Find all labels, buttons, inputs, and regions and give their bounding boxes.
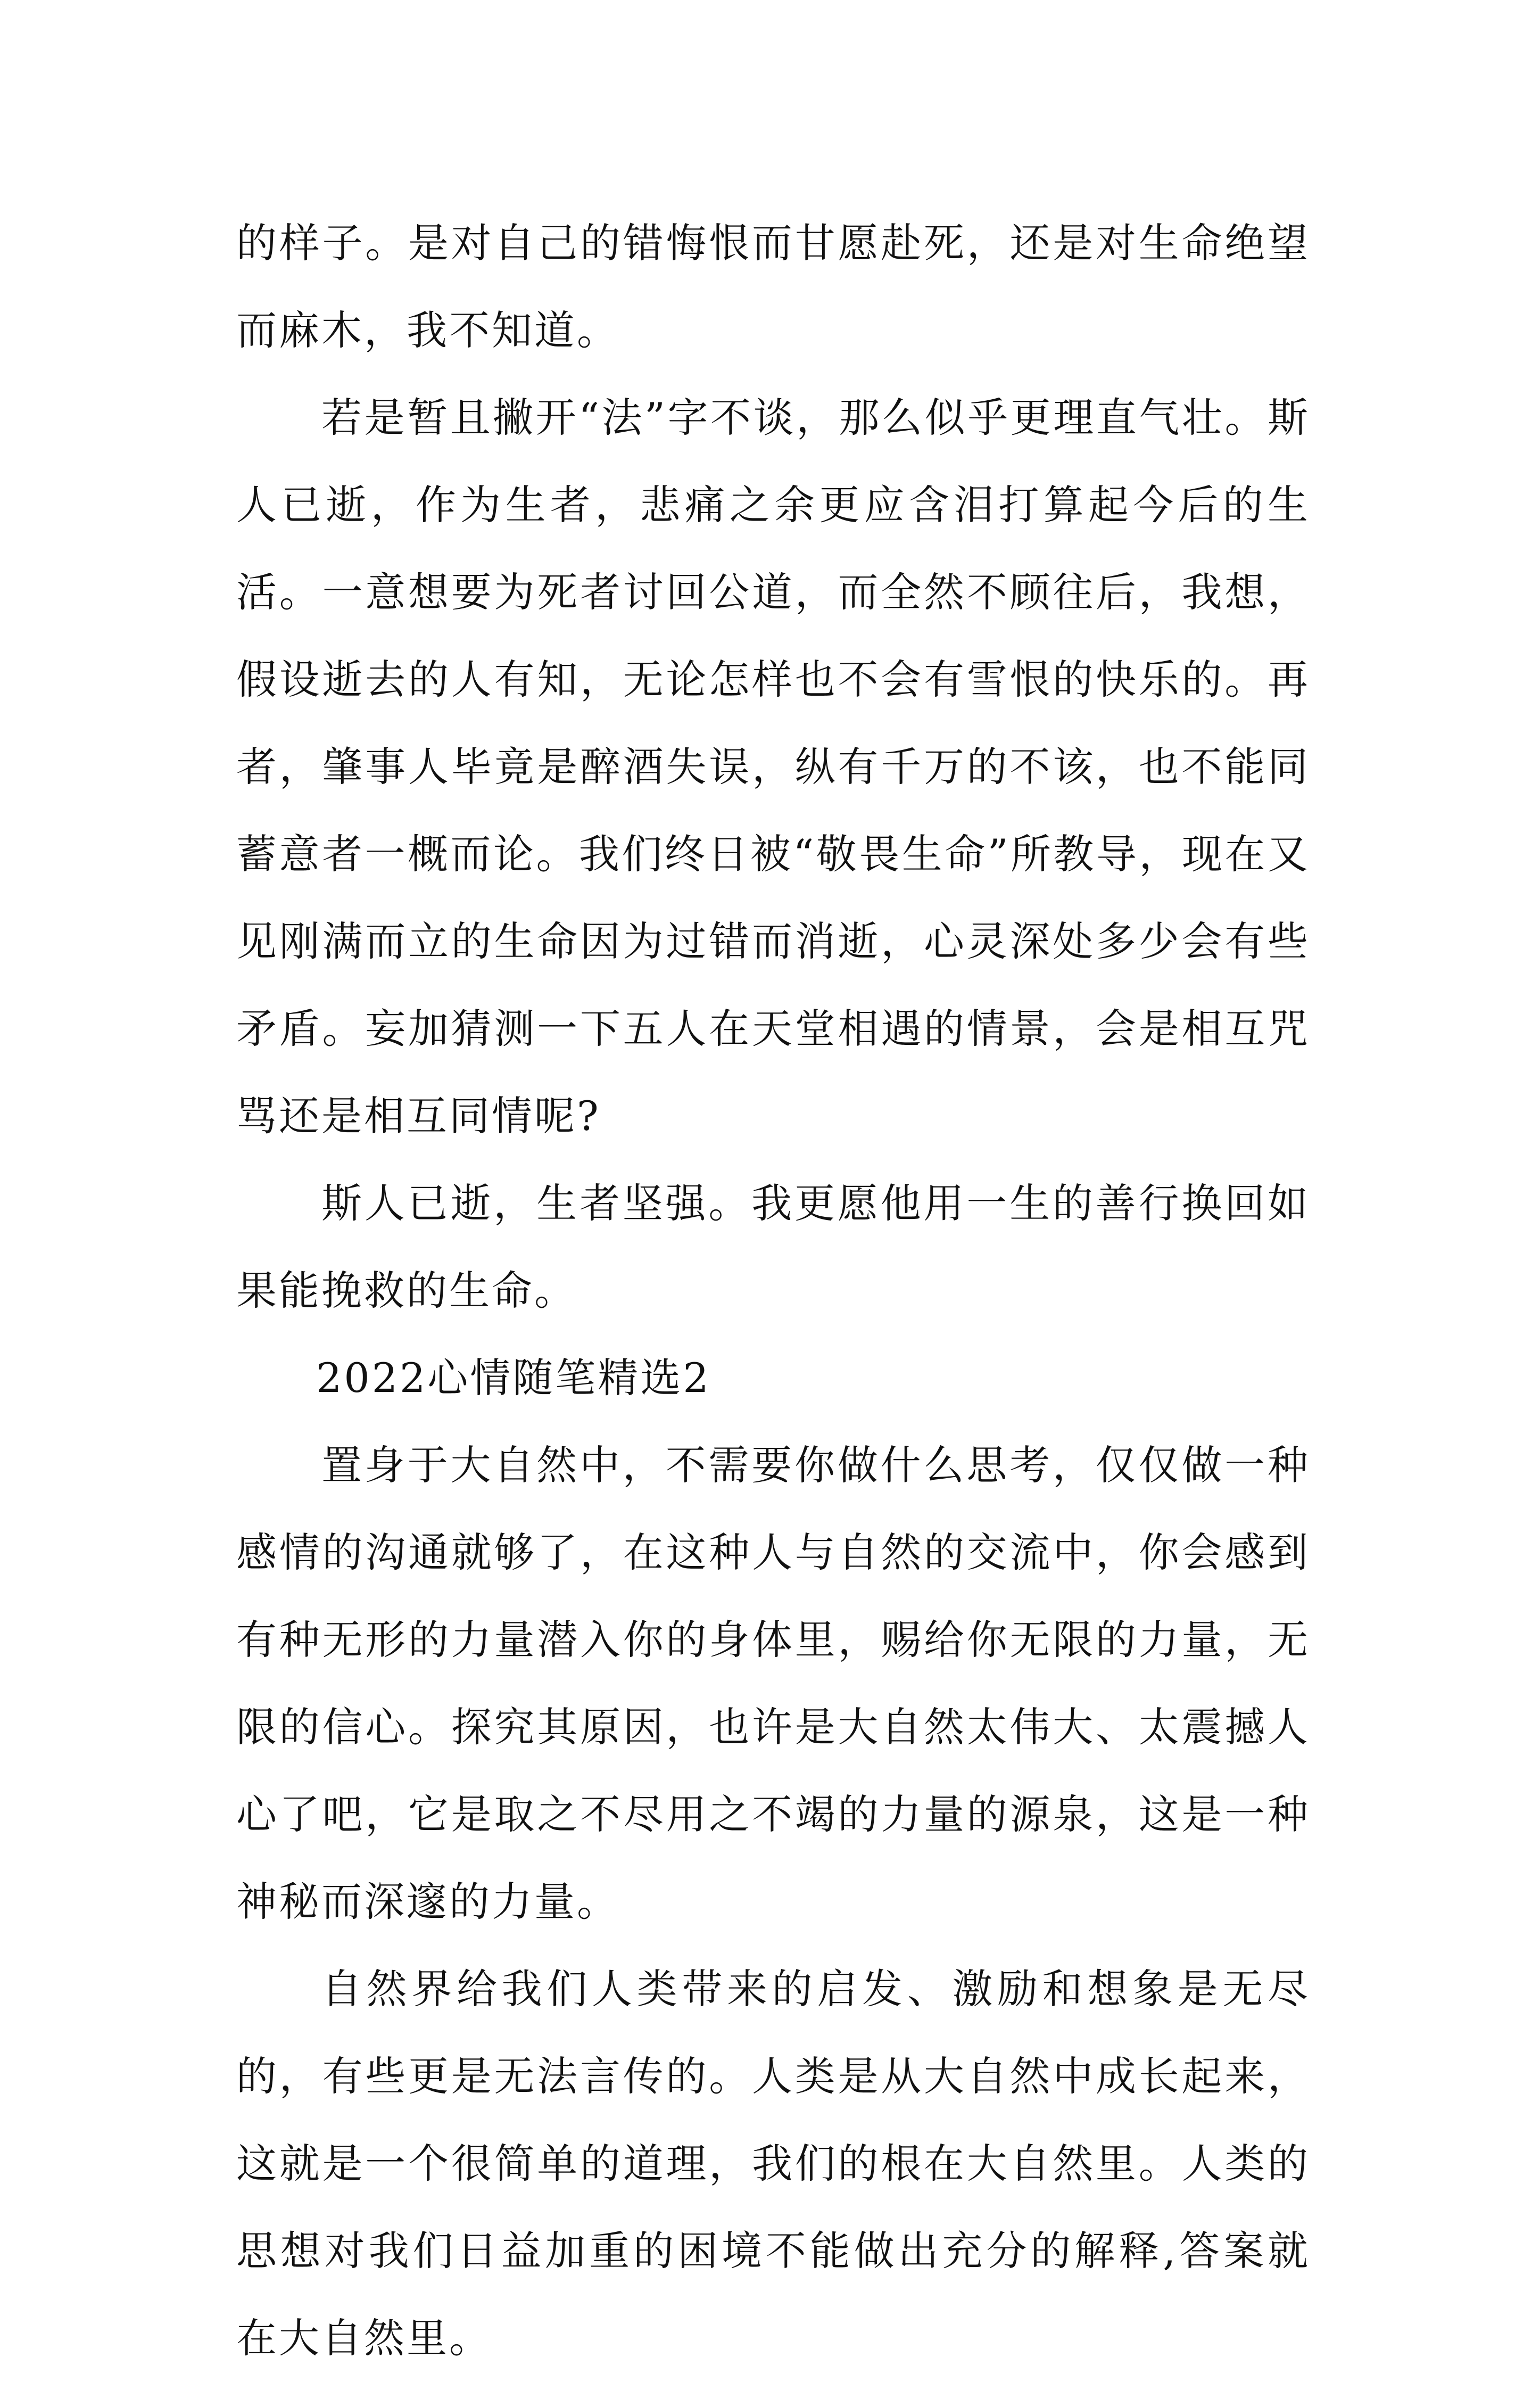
paragraph-5: 自然界给我们人类带来的启发、激励和想象是无尽的，有些更是无法言传的。人类是从大自然中成长起来，这就是一个很简单的道理，我们的根在大自然里。人类的思想对我们日益加重的困境不能做出充分的解释,答案就在大自然里。 — [236, 1965, 1310, 2362]
section-heading: 2022心情随笔精选2 — [316, 1354, 711, 1402]
document-body — [236, 200, 1310, 2382]
paragraph-3: 斯人已逝，生者坚强。我更愿他用一生的善行换回如果能挽救的生命。 — [236, 1180, 1310, 1314]
paragraph-2: 若是暂且撇开“法”字不谈，那么似乎更理直气壮。斯人已逝，作为生者，悲痛之余更应含泪打算起今后的生活。一意想要为死者讨回公道，而全然不顾往后，我想，假设逝去的人有知，无论怎样也不会有雪恨的快乐的。再者，肇事人毕竟是醉酒失误，纵有千万的不该，也不能同蓄意者一概而论。我们终日被“敬畏生命”所教导，现在又见刚满而立的生命因为过错而消逝，心灵深处多少会有些矛盾。妄加猜测一下五人在天堂相遇的情景，会是相互咒骂还是相互同情呢? — [236, 394, 1310, 1140]
paragraph-4: 置身于大自然中，不需要你做什么思考，仅仅做一种感情的沟通就够了，在这种人与自然的交流中，你会感到有种无形的力量潜入你的身体里，赐给你无限的力量，无限的信心。探究其原因，也许是大自然太伟大、太震撼人心了吧，它是取之不尽用之不竭的力量的源泉，这是一种神秘而深邃的力量。 — [236, 1441, 1310, 1925]
paragraph-1: 的样子。是对自己的错悔恨而甘愿赴死，还是对生命绝望而麻木，我不知道。 — [236, 219, 1310, 354]
